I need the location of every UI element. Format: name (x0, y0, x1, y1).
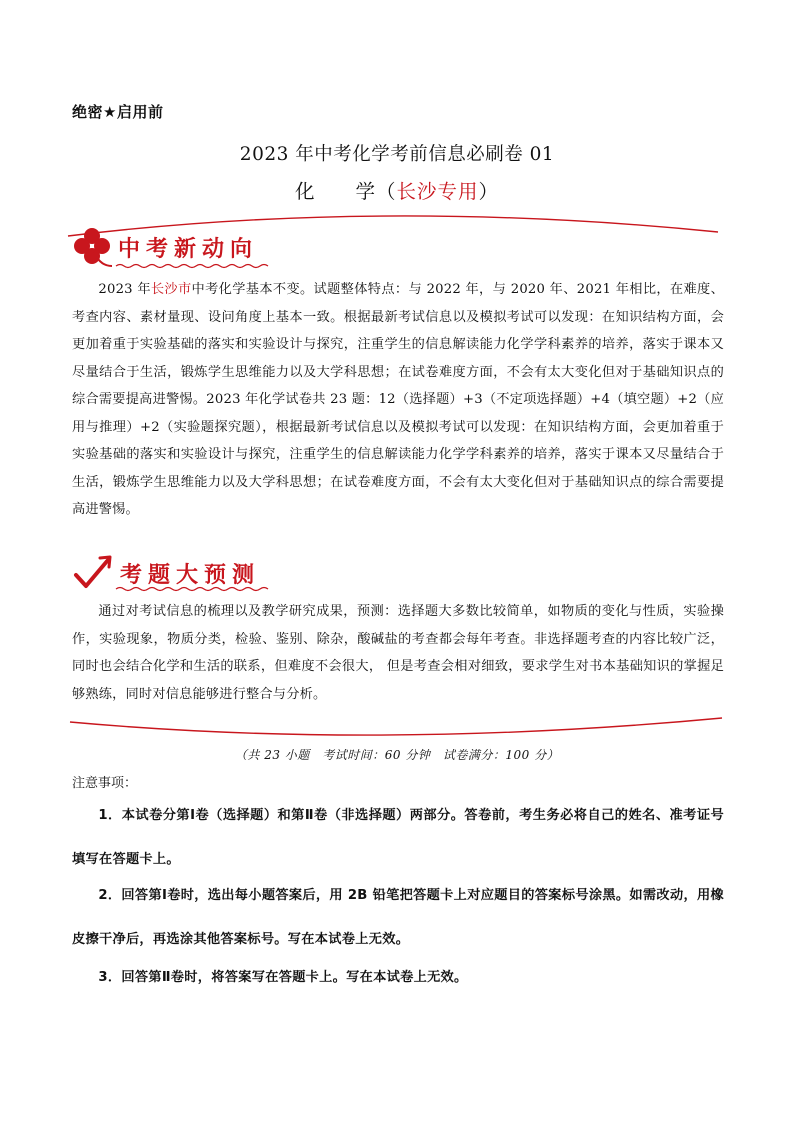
section1-rest: 中考化学基本不变。试题整体特点：与 2022 年，与 2020 年、2021 年相比，在难度、考查内容、素材量现、设问角度上基本一致。根据最新考试信息以及模拟考试可以发现：在知识结构方面，会更加着重于实验基础的落实和实验设计与探究，注重学生的信息解读能力化学学科素养的培养，落实于课本又尽量结合于生活，锻炼学生思维能力以及大学科思想；在试卷难度方面，不会有太大变化但对于基础知识点的综合需要提高进警惕。2023 年化学试卷共 23 题：12（选择题）+3（不定项选择题）+4（填空题）+2（应用与推理）+2（实验题探究题），根据最新考试信息以及模拟考试可以发现：在知识结构方面，会更加着重于实验基础的落实和实验设计与探究，注重学生的信息解读能力化学学科素养的培养，落实于课本又尽量结合于生活，锻炼学生思维能力以及大学科思想；在试卷难度方面，不会有太大变化但对于基础知识点的综合需要提高进警惕。 (72, 282, 724, 517)
secret-label: 绝密★启用前 (72, 103, 164, 121)
notice-label: 注意事项： (72, 776, 138, 791)
bottom-arc-line (70, 718, 722, 735)
section1-paragraph (72, 276, 724, 524)
page-title: 2023 年中考化学考前信息必刷卷 01 (239, 144, 555, 165)
four-petal-flower-icon (74, 228, 112, 266)
wave-underline-1 (116, 265, 268, 268)
exam-info: （共 23 小题 考试时间：60 分钟 试卷满分：100 分） (234, 748, 560, 762)
section2-heading: 考题大预测 (120, 563, 261, 588)
notice-item: 2．回答第Ⅰ卷时，选出每小题答案后，用 2B 铅笔把答题卡上对应题目的答案标号涂黑。如需改动，用橡皮擦干净后，再选涂其他答案标号。写在本试卷上无效。 (72, 888, 724, 947)
subject-mid: 学（ (355, 180, 397, 203)
page-subtitle (0, 176, 794, 204)
section1-start: 2023 年 (98, 282, 151, 297)
subject-region: 长沙专用 (396, 180, 479, 203)
check-arrow-icon (76, 557, 110, 586)
notice-item: 3．回答第Ⅱ卷时，将答案写在答题卡上。写在本试卷上无效。 (98, 970, 468, 985)
subject-end: ） (478, 180, 500, 203)
subject-left: 化 (294, 180, 316, 203)
section2-paragraph: 通过对考试信息的梳理以及教学研究成果，预测：选择题大多数比较简单，如物质的变化与性质，实验操作，实验现象，物质分类，检验、鉴别、除杂，酸碱盐的考查都会每年考查。非选择题考查的内容比较广泛，同时也会结合化学和生活的联系，但难度不会很大， 但是考查会相对细致，要求学生对书本基础知识的掌握足够熟练，同时对信息能够进行整合与分析。 (72, 604, 724, 702)
section1-city: 长沙市 (150, 282, 192, 297)
section1-heading: 中考新动向 (118, 237, 259, 262)
notice-item: 1．本试卷分第Ⅰ卷（选择题）和第Ⅱ卷（非选择题）两部分。答卷前，考生务必将自己的姓名、准考证号填写在答题卡上。 (72, 808, 724, 867)
